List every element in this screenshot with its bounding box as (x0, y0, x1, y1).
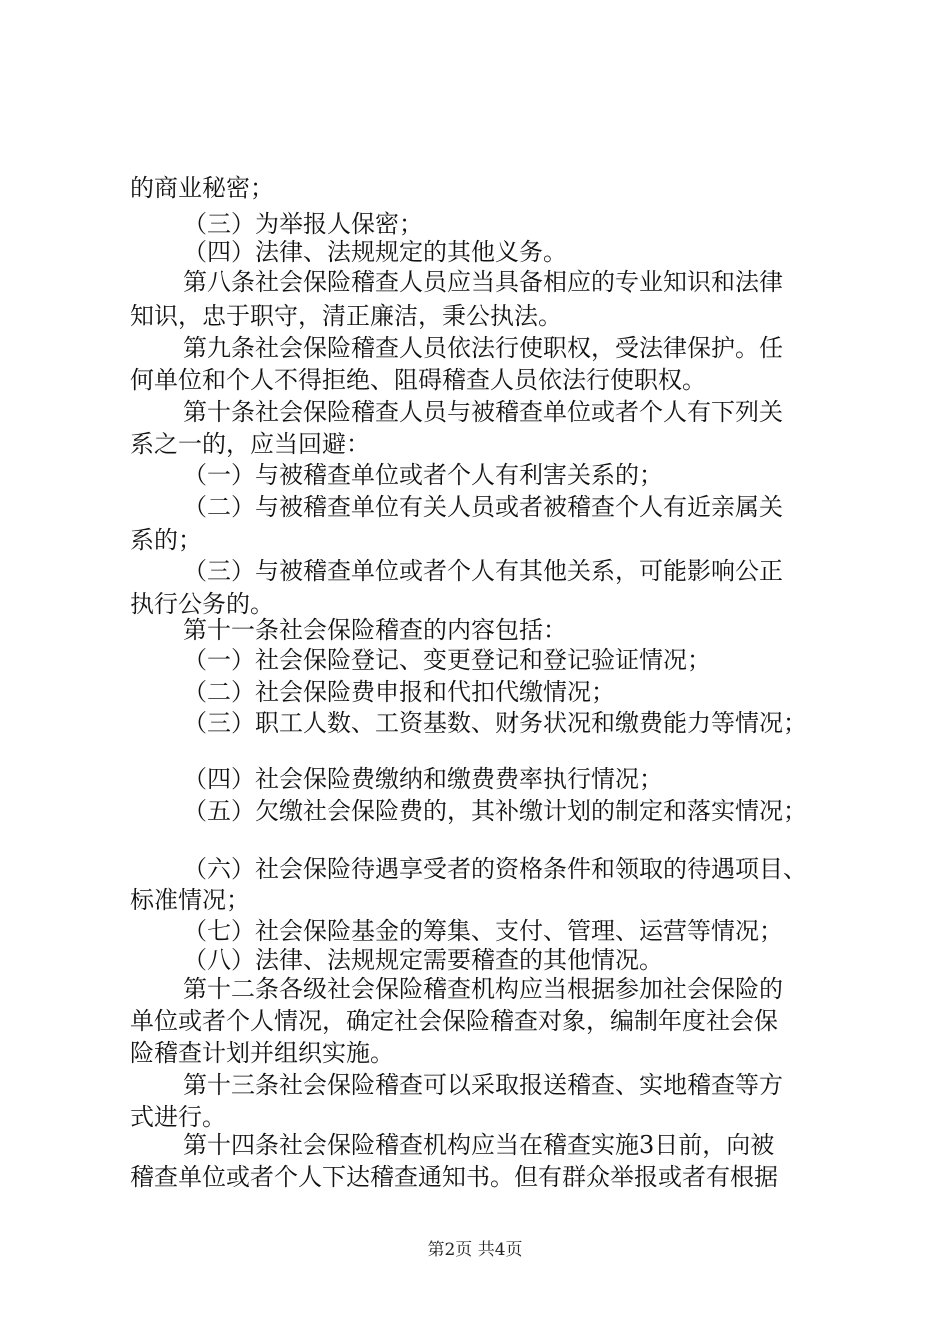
line-text: （六）社会保险待遇享受者的资格条件和领取的待遇项目、 (183, 855, 807, 883)
line-text: 第十四条社会保险稽查机构应当在稽查实施3日前，向被 (183, 1131, 775, 1159)
line-text: （四）社会保险费缴纳和缴费费率执行情况； (183, 765, 663, 793)
line-text: （三）为举报人保密； (183, 210, 423, 238)
line-text: 执行公务的。 (130, 590, 274, 618)
text-line (0, 1157, 950, 1197)
text-line (0, 703, 950, 743)
line-text: 标准情况； (130, 886, 250, 914)
line-text: （四）法律、法规规定的其他义务。 (183, 238, 567, 266)
line-text: 第十一条社会保险稽查的内容包括： (183, 616, 567, 644)
line-text: 系之一的，应当回避： (130, 430, 370, 458)
line-text: 第八条社会保险稽查人员应当具备相应的专业知识和法律 (183, 268, 783, 296)
text-line (0, 791, 950, 831)
line-text: （二）与被稽查单位有关人员或者被稽查个人有近亲属关 (183, 493, 783, 521)
line-text: 系的； (130, 526, 202, 554)
line-text: （五）欠缴社会保险费的，其补缴计划的制定和落实情况； (183, 797, 807, 825)
line-text: （三）职工人数、工资基数、财务状况和缴费能力等情况； (183, 709, 807, 737)
line-text: 第十条社会保险稽查人员与被稽查单位或者个人有下列关 (183, 398, 783, 426)
line-text: （一）社会保险登记、变更登记和登记验证情况； (183, 646, 711, 674)
line-text: （八）法律、法规规定需要稽查的其他情况。 (183, 946, 663, 974)
line-text: 第十二条各级社会保险稽查机构应当根据参加社会保险的 (183, 975, 783, 1003)
line-text: 险稽查计划并组织实施。 (130, 1039, 394, 1067)
text-line (0, 168, 950, 208)
page-number-footer: 第2页 共4页 (427, 1240, 523, 1260)
line-text: 单位或者个人情况，确定社会保险稽查对象，编制年度社会保 (130, 1007, 778, 1035)
line-text: （七）社会保险基金的筹集、支付、管理、运营等情况； (183, 917, 783, 945)
line-text: 稽查单位或者个人下达稽查通知书。但有群众举报或者有根据 (130, 1163, 778, 1191)
line-text: （一）与被稽查单位或者个人有利害关系的； (183, 461, 663, 489)
line-text: 式进行。 (130, 1103, 226, 1131)
line-text: 知识，忠于职守，清正廉洁，秉公执法。 (130, 302, 562, 330)
line-text: （二）社会保险费申报和代扣代缴情况； (183, 678, 615, 706)
line-text: 的商业秘密； (130, 174, 274, 202)
line-text: 第九条社会保险稽查人员依法行使职权，受法律保护。任 (183, 334, 783, 362)
line-text: 第十三条社会保险稽查可以采取报送稽查、实地稽查等方 (183, 1071, 783, 1099)
line-text: 何单位和个人不得拒绝、阻碍稽查人员依法行使职权。 (130, 366, 706, 394)
line-text: （三）与被稽查单位或者个人有其他关系，可能影响公正 (183, 557, 783, 585)
